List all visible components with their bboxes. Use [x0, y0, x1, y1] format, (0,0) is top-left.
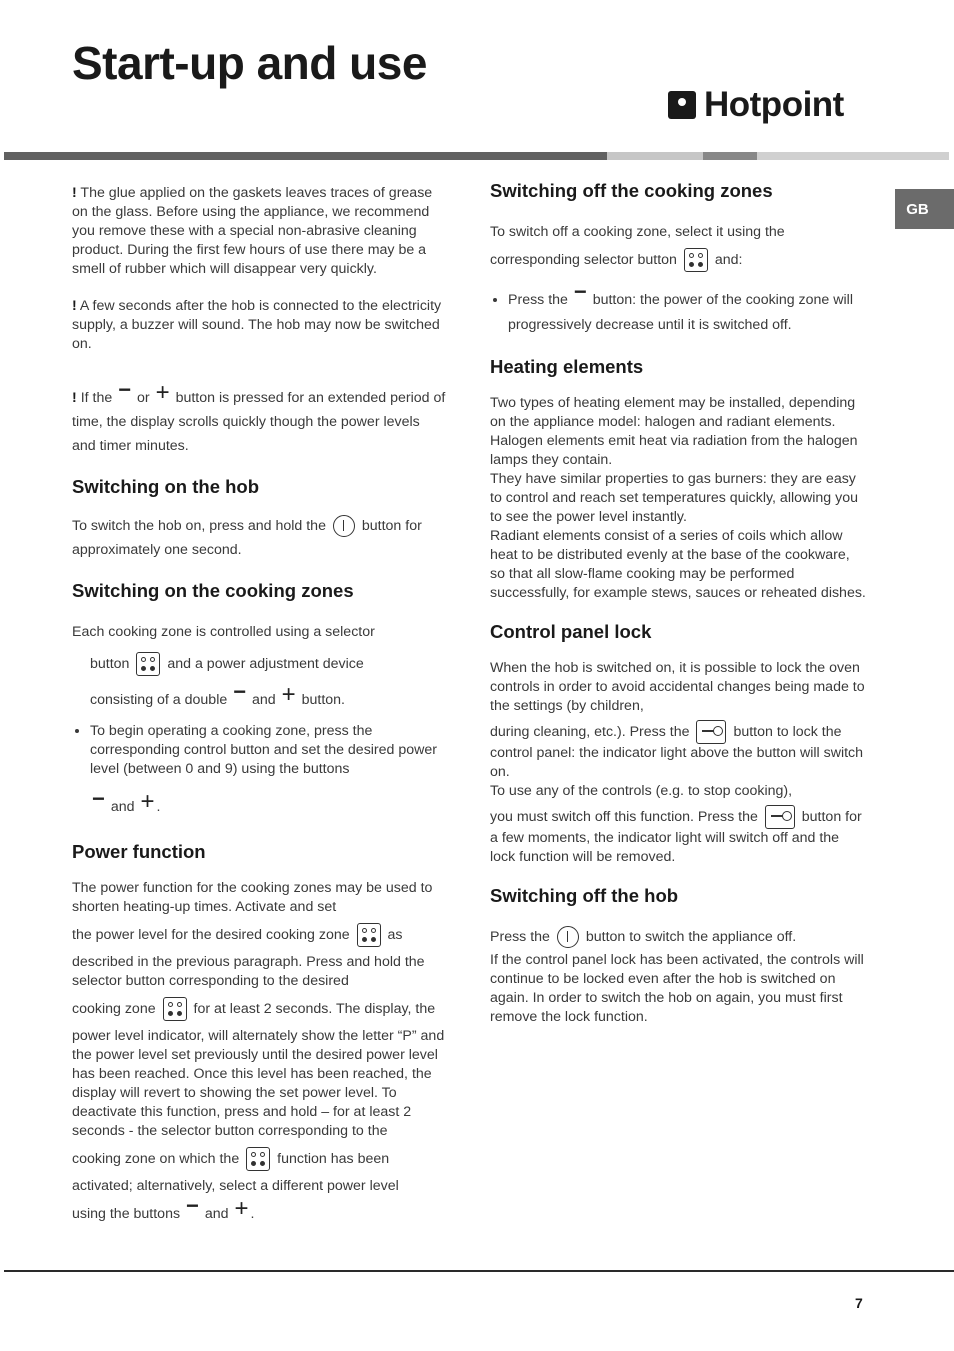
heading-heating-elements: Heating elements — [490, 356, 644, 377]
brand-name: Hotpoint — [704, 85, 844, 124]
switch-off-zones-text: To switch off a cooking zone, select it using the corresponding selector button and: — [490, 218, 866, 274]
header-bar-light-2 — [757, 152, 949, 160]
note-scroll: ! If the − or + button is pressed for an extended period of time, the display scrolls quickly though the power levels and timer minutes. — [72, 377, 446, 454]
selector-button-icon — [684, 248, 708, 272]
brand-logo-icon — [668, 91, 696, 119]
header-bar-mid — [703, 152, 757, 160]
page-number: 7 — [855, 1295, 863, 1311]
plus-symbol: + — [140, 788, 155, 815]
minus-symbol: − — [573, 279, 587, 304]
selector-button-icon — [246, 1147, 270, 1171]
switch-off-hob-text: Press the button to switch the appliance off. If the control panel lock has been activated, the controls will continue to be locked even after the hob is switched on again. In order to switch the hob on again, you must first remove the lock function. — [490, 923, 866, 1027]
switch-off-bullet-list — [490, 279, 866, 338]
minus-symbol: − — [233, 679, 247, 704]
power-function-text: The power function for the cooking zones may be used to shorten heating-up times. Activate and set the power level for the desired cooking zone as described in the previous paragraph. Press and hold the selector button corresponding to the desired cooking zone for at least 2 seconds. The display, the power level indicator, will alternately show the letter “P” and the power level set previously until the desired power level has been reached. Once this level has been reached, the display will revert to showing the set power level. To deactivate this function, press and hold – for at least 2 seconds - the selector button corresponding to the cooking zone on which the function has been activated; alternatively, select a different power level using the buttons − and + . — [72, 880, 445, 1222]
plus-symbol: + — [155, 379, 170, 406]
selector-button-icon — [357, 923, 381, 947]
list-item: • To begin operating a cooking zone, press the corresponding control button and set the desired power level (between 0 and 9) using the buttons − and + . — [90, 722, 446, 817]
plus-symbol: + — [281, 681, 296, 708]
lock-button-icon — [696, 720, 726, 744]
left-column — [72, 180, 446, 1250]
heading-power-function: Power function — [72, 841, 206, 862]
power-button-icon — [557, 926, 579, 948]
power-button-icon — [333, 515, 355, 537]
brand-logo — [668, 85, 844, 125]
minus-symbol: − — [186, 1193, 199, 1218]
note-glue: ! The glue applied on the gaskets leaves traces of grease on the glass. Before using the appliance, we recommend you remove these with a special non-abrasive cleaning product. During the first few hours of use there may be a smell of rubber which will disappear very quickly. — [72, 185, 433, 277]
heading-switching-on-zones: Switching on the cooking zones — [72, 580, 354, 601]
zones-bullet-list — [72, 722, 446, 817]
footer-rule — [4, 1270, 954, 1272]
selector-button-icon — [136, 652, 160, 676]
header-bar-light-1 — [607, 152, 703, 160]
list-item: • Press the − button: the power of the cooking zone will progressively decrease until it is switched off. — [508, 282, 866, 338]
heating-text: Two types of heating element may be installed, depending on the appliance model: halogen and radiant elements. Halogen elements emit heat via radiation from the halogen lamps they contain. They have similar properties to gas burners: they are easy to control and reach set temperatures quickly, allowing you to see the power level instantly. Radiant elements consist of a series of coils which allow heat to be distributed evenly at the base of the cookware, so that all slow-flame cooking may be performed successfully, for example stews, sauces or reheated dishes. — [490, 395, 866, 601]
heading-switching-on-hob: Switching on the hob — [72, 476, 260, 497]
switch-on-hob-text: To switch the hob on, press and hold the button for approximately one second. — [72, 514, 446, 562]
selector-button-icon — [163, 997, 187, 1021]
lock-button-icon — [765, 805, 795, 829]
lock-text: When the hob is switched on, it is possible to lock the oven controls in order to avoid accidental changes being made to the settings (by children, during cleaning, etc.). Press the button to lock the control panel: the indicator light above the button will switch on. To use any of the controls (e.g. to stop cooking), you must switch off this function. Press the button for a few moments, the indicator light will switch off and the lock function will be removed. — [490, 660, 865, 865]
note-buzzer: ! A few seconds after the hob is connected to the electricity supply, a buzzer will sound. The hob may now be switched on. — [72, 298, 442, 352]
minus-symbol: − — [92, 786, 105, 811]
header-bar-dark — [4, 152, 607, 160]
right-column — [490, 180, 866, 1027]
heading-switching-off-hob: Switching off the hob — [490, 885, 679, 906]
plus-symbol: + — [234, 1195, 249, 1222]
page-title: Start-up and use — [72, 37, 427, 89]
heading-control-panel-lock: Control panel lock — [490, 621, 652, 642]
heading-switching-off-zones: Switching off the cooking zones — [490, 180, 773, 201]
minus-symbol: − — [118, 377, 132, 402]
zones-text: Each cooking zone is controlled using a selector button and a power adjustment device consisting of a double − and + button. — [72, 624, 375, 708]
language-tab: GB — [895, 189, 954, 229]
